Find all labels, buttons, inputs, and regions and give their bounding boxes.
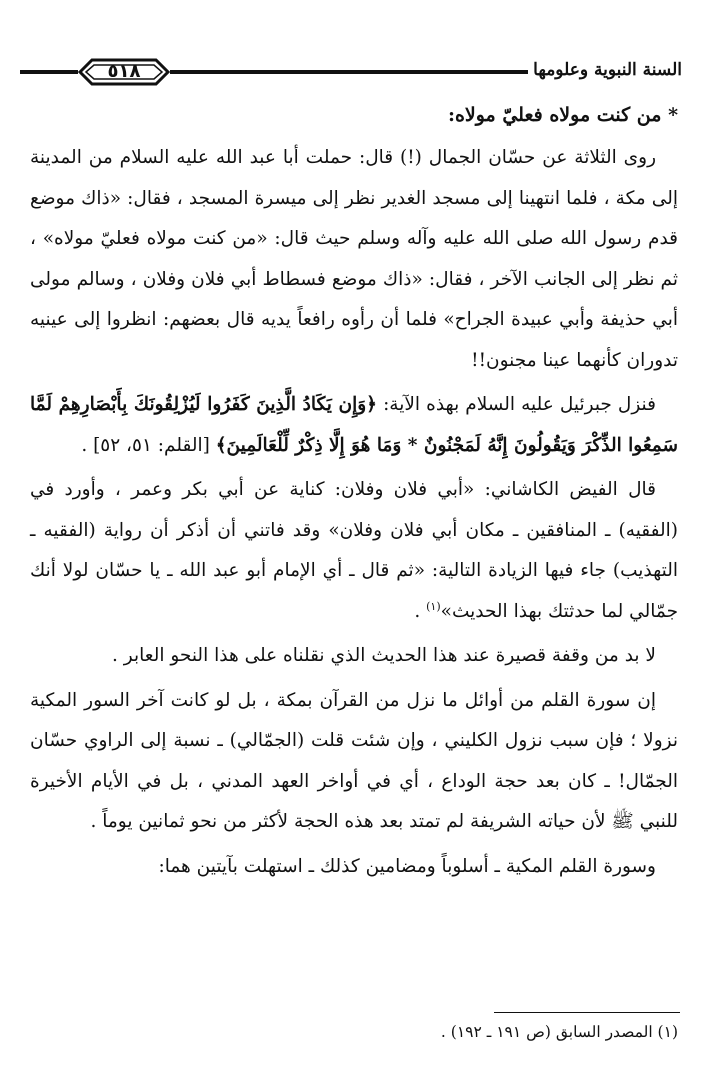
page-header xyxy=(20,48,688,98)
kashani-ending: . xyxy=(414,600,427,622)
footnote-ref: (١) xyxy=(426,599,441,613)
quran-citation: [القلم: ٥١، ٥٢] . xyxy=(81,434,210,456)
paragraph: لا بد من وقفة قصيرة عند هذا الحديث الذي نقلناه على هذا النحو العابر . xyxy=(112,645,656,666)
running-title: السنة النبوية وعلومها xyxy=(533,60,682,80)
section-heading-text: من كنت مولاه فعليّ مولاه: xyxy=(447,104,662,126)
star-icon: * xyxy=(668,104,678,126)
paragraph-kashani xyxy=(30,470,678,632)
section-heading xyxy=(30,98,678,132)
quran-verse: ﴿وَإِن يَكَادُ الَّذِينَ كَفَرُوا لَيُزْلِقُونَكَ بِأَبْصَارِهِمْ لَمَّا سَمِعُوا الذِّكْرَ وَيَقُولُونَ إِنَّهُ لَمَجْنُونٌ * وَمَا هُوَ إِلَّا ذِكْرٌ لِّلْعَالَمِينَ﴾ xyxy=(30,394,678,456)
footnote: (١) المصدر السابق (ص ١٩١ ـ ١٩٢) . xyxy=(440,1023,678,1041)
quran-intro: فنزل جبرئيل عليه السلام بهذه الآية: xyxy=(383,394,656,415)
page-body xyxy=(30,98,678,891)
kashani-text: قال الفيض الكاشاني: «أبي فلان وفلان: كناية عن أبي بكر وعمر ، وأورد في (الفقيه) ـ المنافقين ـ مكان أبي فلان وفلان» وقد فاتني أن أذكر أن رواية (الفقيه ـ التهذيب) جاء فيها الزيادة التالية: «ثم قال ـ أي الإمام أبو عبد الله ـ يا حسّان لولا أنك جمّالي لما حدثتك بهذا الحديث» xyxy=(30,479,678,622)
paragraph: إن سورة القلم من أوائل ما نزل من القرآن بمكة ، بل لو كانت آخر السور المكية نزولا ؛ فإن سبب نزول الكليني ، وإن شئت قلت (الجمّالي) ـ نسبة إلى الراوي حسّان الجمّال! ـ كان بعد حجة الوداع ، أي في أواخر العهد المدني ، بل في الأيام الأخيرة للنبي ﷺ لأن حياته الشريفة لم تمتد بعد هذه الحجة لأكثر من نحو ثمانين يوماً . xyxy=(30,689,678,832)
quran-paragraph xyxy=(30,385,678,466)
page-number-badge xyxy=(78,56,170,88)
page-number: ٥١٨ xyxy=(107,61,141,82)
paragraph: روى الثلاثة عن حسّان الجمال (!) قال: حملت أبا عبد الله عليه السلام من المدينة إلى مكة ، فلما انتهينا إلى مسجد الغدير نظر إلى ميسرة المسجد ، فقال: «ذاك موضع قدم رسول الله صلى الله عليه وآله وسلم حيث قال: «من كنت مولاه فعليّ مولاه» ، ثم نظر إلى الجانب الآخر ، فقال: «ذاك موضع فسطاط أبي فلان وفلان ، وسالم مولى أبي حذيفة وأبي عبيدة الجراح» فلما أن رأوه رافعاً يديه قال بعضهم: انظروا إلى عينيه تدوران كأنهما عينا مجنون!! xyxy=(30,147,678,371)
header-rule xyxy=(170,70,528,74)
header-rule-left xyxy=(20,70,78,74)
footnote-rule xyxy=(494,1012,680,1013)
paragraph: وسورة القلم المكية ـ أسلوباً ومضامين كذلك ـ استهلت بآيتين هما: xyxy=(158,855,656,877)
